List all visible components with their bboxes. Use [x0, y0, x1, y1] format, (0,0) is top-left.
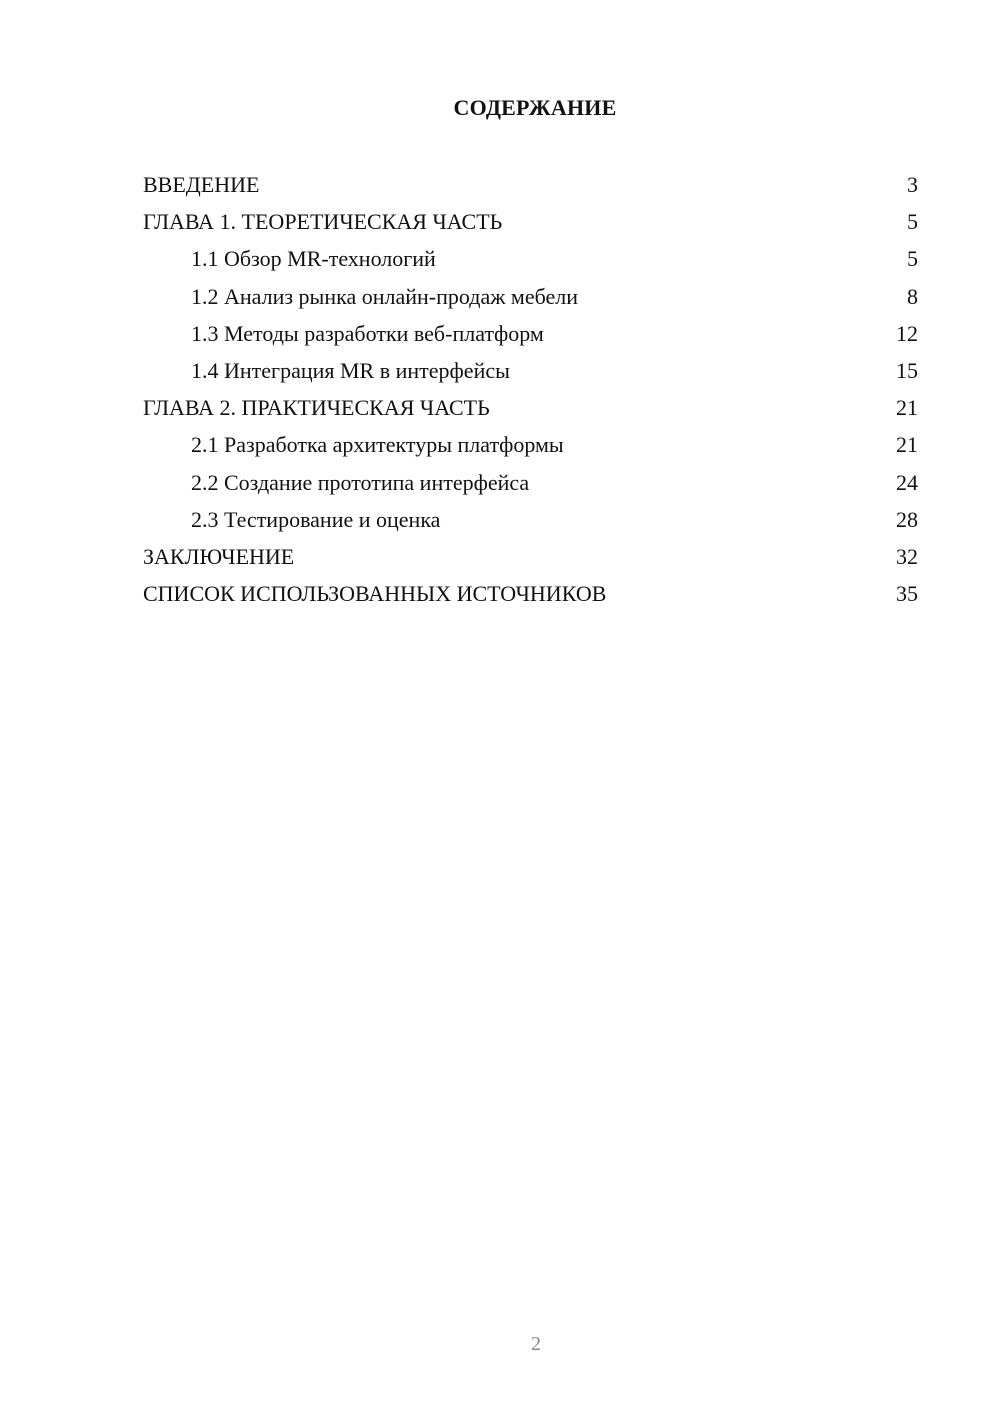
toc-entry-title: 1.2 Анализ рынка онлайн-продаж мебели — [191, 283, 579, 309]
toc-entry-section-2-3[interactable] — [143, 501, 918, 538]
toc-entry-chapter-1[interactable] — [143, 203, 918, 240]
toc-entry-page: 3 — [907, 172, 918, 197]
toc-entry-section-2-2[interactable] — [143, 464, 918, 501]
toc-entry-page: 21 — [896, 395, 918, 421]
toc-entry-conclusion[interactable] — [143, 538, 918, 575]
table-of-contents — [143, 166, 918, 612]
toc-entry-title: ВВЕДЕНИЕ — [143, 172, 260, 197]
toc-entry-title: 2.1 Разработка архитектуры платформы — [191, 432, 564, 458]
toc-entry-section-1-1[interactable] — [143, 240, 918, 277]
page-number: 2 — [531, 1333, 541, 1355]
toc-entry-chapter-2[interactable] — [143, 389, 918, 426]
toc-entry-page: 21 — [896, 432, 918, 458]
toc-entry-title: СПИСОК ИСПОЛЬЗОВАННЫХ ИСТОЧНИКОВ — [143, 581, 607, 607]
toc-entry-section-1-2[interactable] — [143, 278, 918, 315]
toc-entry-page: 28 — [896, 506, 918, 532]
toc-entry-page: 24 — [896, 469, 918, 495]
toc-entry-page: 12 — [896, 320, 918, 346]
toc-entry-title: ЗАКЛЮЧЕНИЕ — [143, 543, 295, 569]
toc-entry-title: 1.4 Интеграция MR в интерфейсы — [191, 357, 510, 383]
toc-entry-page: 32 — [896, 543, 918, 569]
toc-entry-section-1-4[interactable] — [143, 352, 918, 389]
toc-entry-introduction[interactable] — [143, 166, 918, 203]
toc-heading: СОДЕРЖАНИЕ — [453, 95, 617, 120]
toc-entry-page: 15 — [896, 357, 918, 383]
toc-entry-section-2-1[interactable] — [143, 426, 918, 463]
toc-entry-title: 1.3 Методы разработки веб-платформ — [191, 320, 544, 346]
toc-entry-title: 2.2 Создание прототипа интерфейса — [191, 469, 530, 495]
toc-entry-title: ГЛАВА 2. ПРАКТИЧЕСКАЯ ЧАСТЬ — [143, 395, 490, 421]
toc-entry-references[interactable] — [143, 575, 918, 612]
toc-entry-title: 2.3 Тестирование и оценка — [191, 506, 441, 532]
toc-entry-page: 5 — [907, 209, 918, 235]
toc-entry-page: 5 — [907, 246, 918, 272]
toc-entry-page: 35 — [896, 581, 918, 607]
toc-entry-page: 8 — [907, 283, 918, 309]
toc-entry-title: ГЛАВА 1. ТЕОРЕТИЧЕСКАЯ ЧАСТЬ — [143, 209, 503, 235]
toc-entry-section-1-3[interactable] — [143, 315, 918, 352]
toc-entry-title: 1.1 Обзор MR-технологий — [191, 246, 436, 272]
